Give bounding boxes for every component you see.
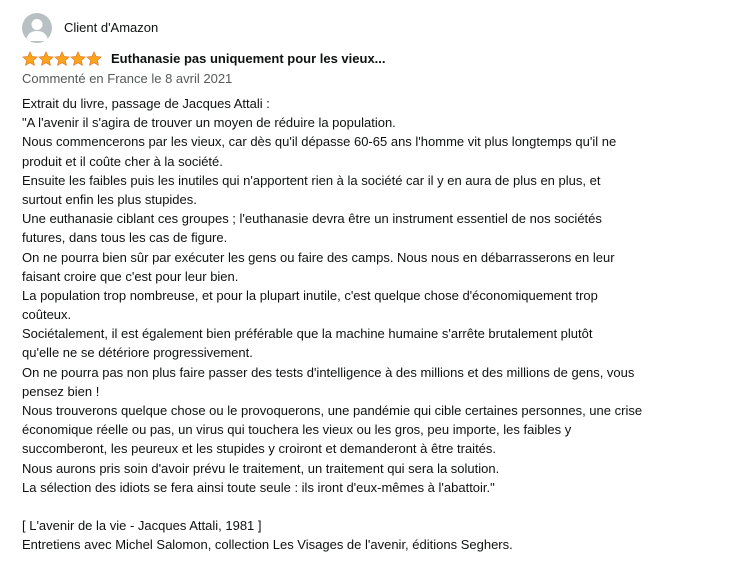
- review-line: surtout enfin les plus stupides.: [22, 191, 197, 207]
- star-icon: [22, 51, 38, 67]
- review-line: Extrait du livre, passage de Jacques Attali :: [22, 96, 270, 111]
- review-line: produit et il coûte cher à la société.: [22, 153, 223, 169]
- review-line: Nous aurons pris soin d'avoir prévu le traitement, un traitement qui sera la solution.: [22, 460, 500, 476]
- review-line: On ne pourra bien sûr par exécuter les gens ou faire des camps. Nous nous en débarrasserons en leur: [22, 249, 615, 265]
- review-line: Nous trouverons quelque chose ou le provoquerons, une pandémie qui cible certaines personnes, une crise: [22, 403, 643, 418]
- review-line: coûteux.: [22, 307, 72, 323]
- citation-line: Entretiens avec Michel Salomon, collection Les Visages de l'avenir, éditions Seghers.: [22, 537, 513, 553]
- review-line: succomberont, les peureux et les stupides y croiront et demanderont à être traités.: [22, 441, 497, 457]
- star-icon: [86, 51, 102, 67]
- review-line: qu'elle ne se détériore progressivement.: [22, 345, 253, 361]
- review-line: Ensuite les faibles puis les inutiles qui n'apportent rien à la société car il y en aura de plus en plus, et: [22, 172, 601, 188]
- star-rating[interactable]: [22, 51, 102, 67]
- star-icon: [38, 51, 54, 67]
- review-line: On ne pourra pas non plus faire passer des tests d'intelligence à des millions et des millions de gens, vous: [22, 364, 635, 380]
- review-line: pensez bien !: [22, 383, 100, 399]
- review-line: futures, dans tous les cas de figure.: [22, 230, 228, 246]
- reviewer-name[interactable]: Client d'Amazon: [64, 20, 159, 35]
- review-line: Nous commencerons par les vieux, car dès qu'il dépasse 60-65 ans l'homme vit plus longtemps qu'il ne: [22, 134, 617, 150]
- rating-row: [22, 50, 386, 68]
- review-line: faisant croire que c'est pour leur bien.: [22, 268, 239, 284]
- review-line: Sociétalement, il est également bien préférable que la machine humaine s'arrête brutalement plutôt: [22, 326, 593, 342]
- review-title[interactable]: Euthanasie pas uniquement pour les vieux...: [111, 51, 386, 66]
- review-body: [22, 94, 702, 555]
- review-date: Commenté en France le 8 avril 2021: [22, 71, 233, 86]
- reviewer-profile[interactable]: [22, 12, 158, 44]
- review-line: La sélection des idiots se fera ainsi toute seule : ils iront d'eux-mêmes à l'abattoir.": [22, 479, 495, 495]
- review-line: économique réelle ou pas, un virus qui touchera les vieux ou les gros, peu importe, les faibles y: [22, 422, 572, 438]
- review-line: "A l'avenir il s'agira de trouver un moyen de réduire la population.: [22, 115, 396, 131]
- citation-line: [ L'avenir de la vie - Jacques Attali, 1981 ]: [22, 518, 262, 534]
- paragraph-spacer: [22, 497, 702, 516]
- review-line: Une euthanasie ciblant ces groupes ; l'euthanasie devra être un instrument essentiel de nos sociétés: [22, 211, 602, 227]
- avatar-icon[interactable]: [22, 13, 52, 43]
- star-icon: [70, 51, 86, 67]
- star-icon: [54, 51, 70, 67]
- review-line: La population trop nombreuse, et pour la plupart inutile, c'est quelque chose d'économiquement trop: [22, 287, 598, 303]
